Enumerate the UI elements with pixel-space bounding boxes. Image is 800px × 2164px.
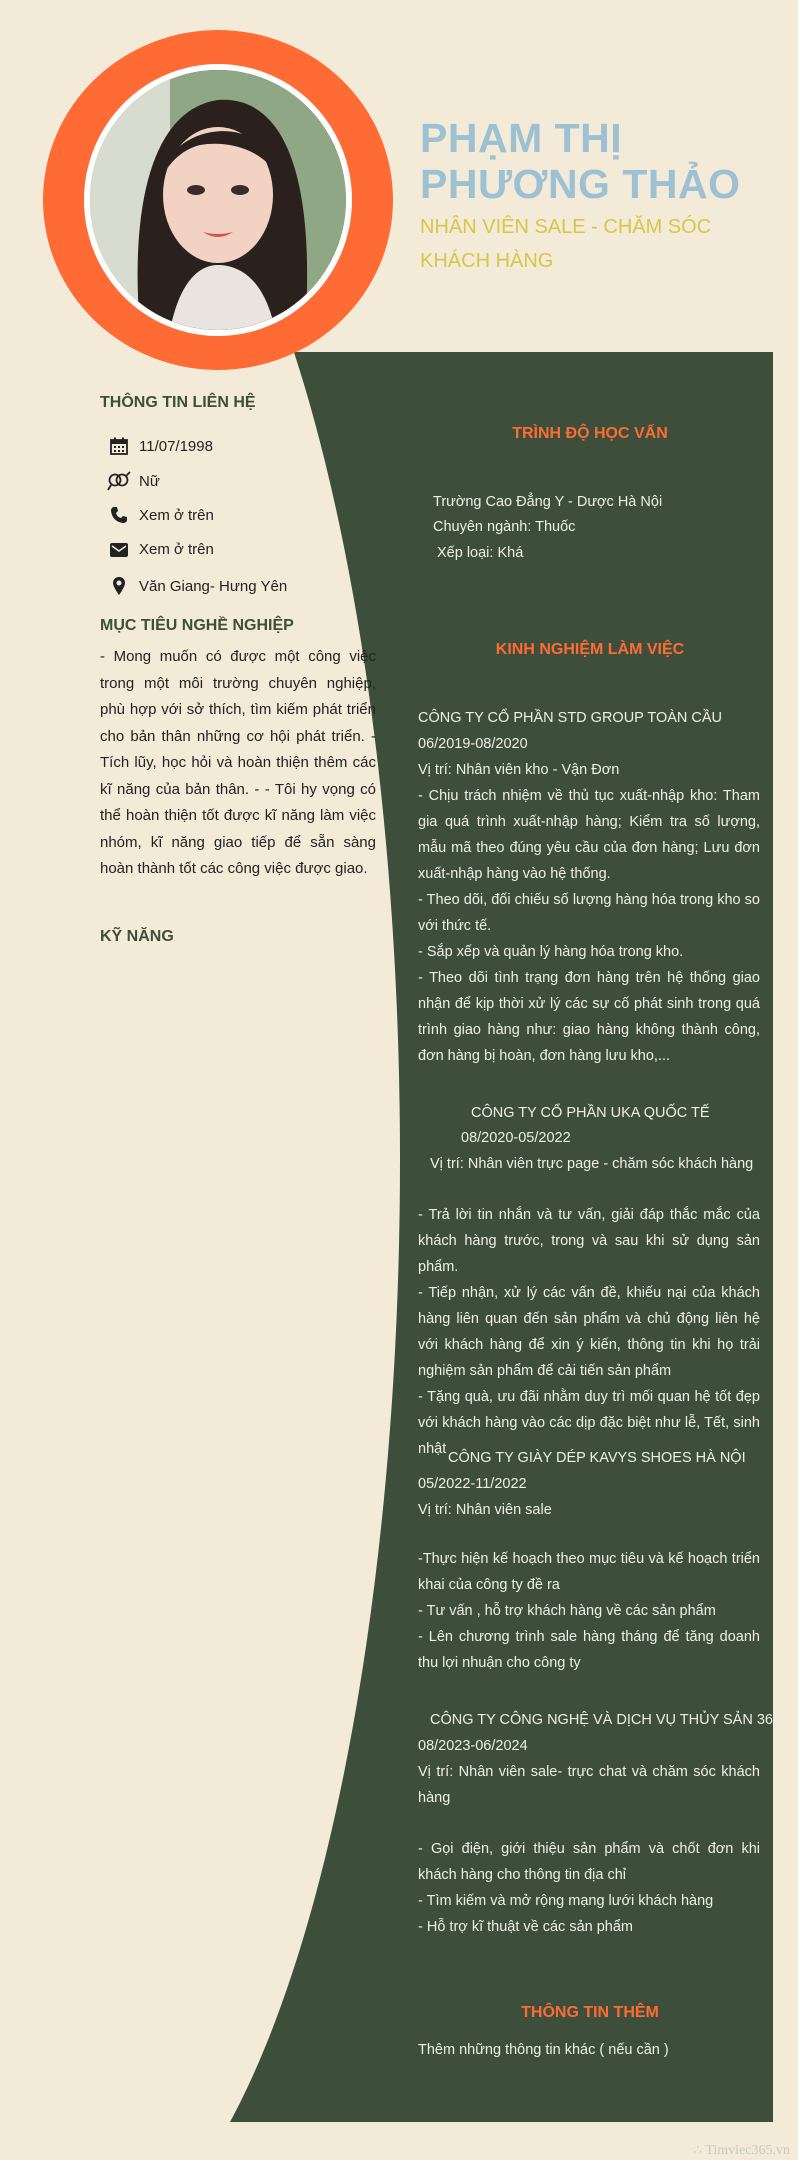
job-company: CÔNG TY CỔ PHẦN UKA QUỐC TẾ — [471, 1105, 710, 1121]
email-row — [105, 541, 214, 558]
job-position: Vị trí: Nhân viên sale — [418, 1502, 552, 1518]
job-company: CÔNG TY GIÀY DÉP KAVYS SHOES HÀ NỘI — [448, 1450, 746, 1466]
watermark-logo-icon: ∴ — [693, 2143, 706, 2158]
job-position: Vị trí: Nhân viên kho - Vận Đơn — [418, 762, 620, 778]
location-icon — [105, 576, 133, 596]
job-period: 08/2020-05/2022 — [461, 1130, 571, 1146]
watermark-text: Timviec365.vn — [705, 2143, 790, 2158]
dob-value: 11/07/1998 — [139, 437, 213, 455]
experience-heading: KINH NGHIỆM LÀM VIỆC — [495, 641, 685, 658]
profile-photo — [90, 70, 346, 330]
dob-row — [105, 436, 213, 456]
email-icon — [105, 542, 133, 558]
phone-value: Xem ở trên — [139, 506, 214, 524]
job-period: 06/2019-08/2020 — [418, 736, 528, 752]
job-duty: - Sắp xếp và quản lý hàng hóa trong kho. — [418, 944, 684, 960]
education-major: Chuyên ngành: Thuốc — [433, 519, 576, 535]
education-school: Trường Cao Đẳng Y - Dược Hà Nội — [433, 494, 663, 510]
gender-icon — [105, 471, 133, 491]
job-entry-3 — [418, 1471, 760, 1523]
job-duty: - Tiếp nhận, xử lý các vấn đề, khiếu nại của khách hàng liên quan đến sản phẩm và chủ động liên hệ với khách hàng để xin ý kiến, thông tin khi họ trải nghiệm sản phẩm để cải tiến sản phẩm — [418, 1285, 760, 1379]
watermark — [693, 2142, 790, 2159]
objective-text: - Mong muốn có được một công việc trong một môi trường chuyên nghiệp, phù hợp với sở thích, tìm kiếm phát triển cho bản thân những cơ hội phát triển. - Tích lũy, học hỏi và hoàn thiện thêm các kĩ năng của bản thân. - - Tôi hy vọng có thể hoàn thiện tốt được kĩ năng làm việc nhóm, kĩ năng giao tiếp để sẵn sàng hoàn thành tốt các công việc được giao. — [100, 648, 376, 877]
job-entry-3-duties — [418, 1546, 760, 1676]
job-duty: - Theo dõi tình trạng đơn hàng trên hệ thống giao nhận để kịp thời xử lý các sự cố phát sinh trong quá trình giao hàng như: giao hàng không thành công, đơn hàng bị hoàn, đơn hàng lưu kho,... — [418, 970, 760, 1064]
address-row — [105, 576, 287, 596]
job-duty: - Gọi điện, giới thiệu sản phẩm và chốt đơn khi khách hàng cho thông tin địa chỉ — [418, 1841, 760, 1883]
job-title: NHÂN VIÊN SALE - CHĂM SÓC KHÁCH HÀNG — [420, 216, 712, 272]
email-value: Xem ở trên — [139, 541, 214, 558]
address-value: Văn Giang- Hưng Yên — [139, 577, 288, 595]
objective-heading: MỤC TIÊU NGHỀ NGHIỆP — [100, 617, 294, 634]
gender-value: Nữ — [139, 472, 160, 490]
job-duty: - Lên chương trình sale hàng tháng để tăng doanh thu lợi nhuận cho công ty — [418, 1629, 760, 1671]
job-period: 08/2023-06/2024 — [418, 1738, 528, 1754]
job-position: Vị trí: Nhân viên sale- trực chat và chăm sóc khách hàng — [418, 1764, 760, 1806]
phone-icon — [105, 506, 133, 524]
job-duty: - Trả lời tin nhắn và tư vấn, giải đáp thắc mắc của khách hàng trước, trong và sau khi sử dụng sản phẩm. — [418, 1207, 760, 1275]
phone-row — [105, 506, 214, 524]
skills-heading: KỸ NĂNG — [100, 928, 174, 945]
job-duty: - Tìm kiếm và mở rộng mạng lưới khách hàng — [418, 1893, 714, 1909]
calendar-icon — [105, 436, 133, 456]
gender-row — [105, 471, 160, 491]
job-duty: - Chịu trách nhiệm về thủ tục xuất-nhập kho: Tham gia quá trình xuất-nhập hàng; Kiểm tra số lượng, mẫu mã theo đúng yêu cầu của đơn hàng; Lưu đơn xuất-nhập hàng vào hệ thống. — [418, 788, 760, 882]
additional-text: Thêm những thông tin khác ( nếu cần ) — [418, 2042, 669, 2058]
job-duty: - Hỗ trợ kĩ thuật về các sản phẩm — [418, 1919, 634, 1935]
name-line-1: PHẠM THỊ — [420, 115, 623, 161]
education-rank: Xếp loại: Khá — [437, 545, 524, 561]
job-entry-1 — [418, 705, 760, 1069]
education-heading: TRÌNH ĐỘ HỌC VẤN — [512, 425, 668, 442]
job-entry-2 — [418, 1202, 760, 1462]
job-entry-4 — [418, 1733, 760, 1811]
job-duty: -Thực hiện kế hoạch theo mục tiêu và kế hoạch triển khai của công ty đề ra — [418, 1551, 760, 1593]
job-duty: - Theo dõi, đối chiếu số lượng hàng hóa trong kho so với thức tế. — [418, 892, 760, 934]
job-period: 05/2022-11/2022 — [418, 1476, 527, 1492]
contact-heading: THÔNG TIN LIÊN HỆ — [100, 394, 256, 411]
job-duty: - Tư vấn , hỗ trợ khách hàng về các sản phẩm — [418, 1603, 716, 1619]
job-company: CÔNG TY CỔ PHẦN STD GROUP TOÀN CẦU — [418, 710, 723, 726]
job-position: Vị trí: Nhân viên trực page - chăm sóc khách hàng — [430, 1156, 754, 1172]
job-entry-4-duties — [418, 1836, 760, 1940]
additional-heading: THÔNG TIN THÊM — [521, 2004, 659, 2021]
name-line-2: PHƯƠNG THẢO — [420, 161, 741, 207]
job-company: CÔNG TY CÔNG NGHỆ VÀ DỊCH VỤ THỦY SẢN 365 — [430, 1712, 782, 1728]
job-duty: - Tặng quà, ưu đãi nhằm duy trì mối quan hệ tốt đẹp với khách hàng vào các dịp đặc biệt như lễ, Tết, sinh nhật — [418, 1389, 760, 1457]
candidate-name — [420, 115, 780, 207]
